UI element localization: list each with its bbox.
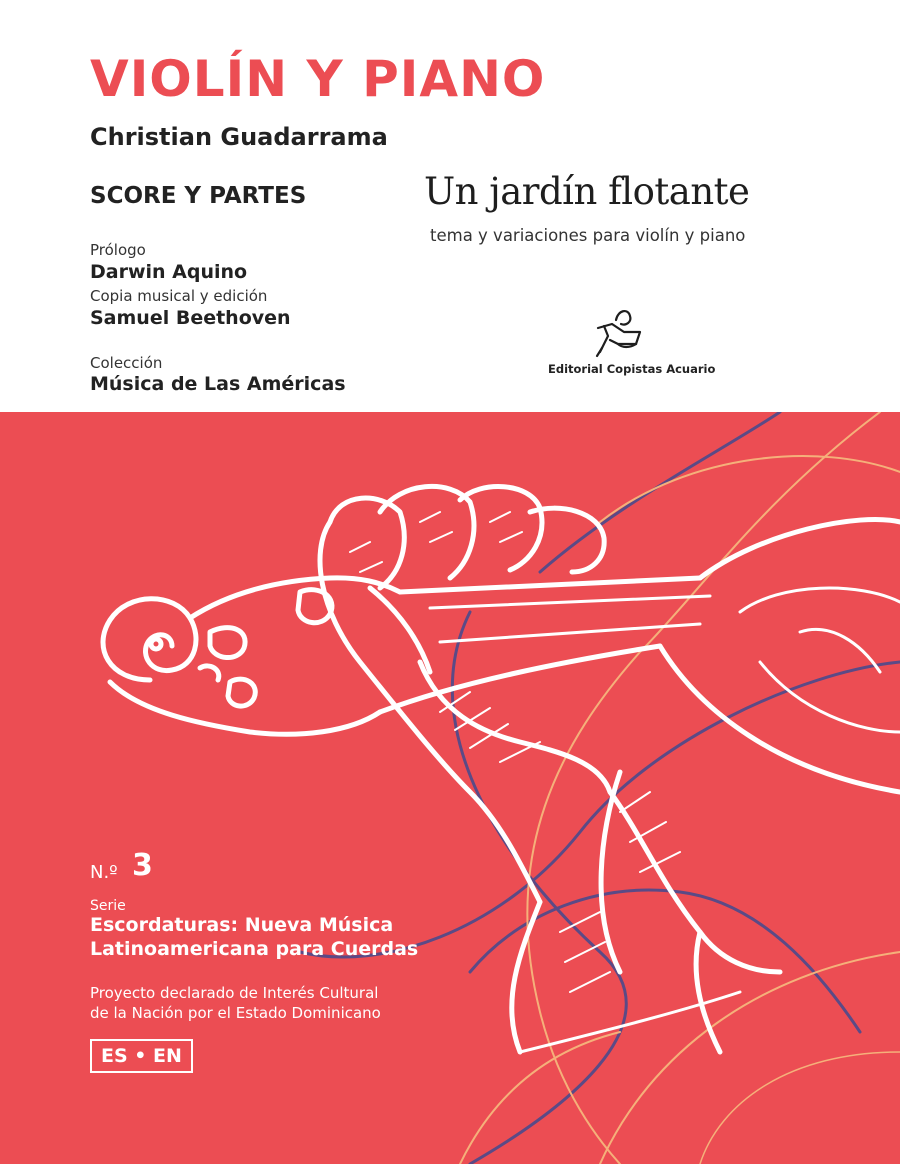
work-title: Un jardín flotante — [424, 170, 750, 213]
number-label: N.º — [90, 862, 118, 883]
work-subtitle: tema y variaciones para violín y piano — [430, 226, 746, 245]
series-label: Serie — [90, 898, 126, 914]
hand-finger — [370, 588, 430, 672]
main-title: VIOLÍN Y PIANO — [90, 50, 546, 108]
language-badge: ES • EN — [90, 1039, 193, 1073]
scroll-eye — [151, 639, 161, 649]
prologue-label: Prólogo — [90, 241, 146, 259]
peach-curve — [460, 1032, 620, 1164]
violin-string — [440, 624, 700, 642]
peach-curve — [700, 1052, 900, 1164]
peach-curve — [600, 952, 900, 1164]
declaration-line2: de la Nación por el Estado Dominicano — [90, 1004, 381, 1022]
violin-peg — [228, 679, 255, 706]
violin-body — [700, 519, 900, 578]
violin-peg — [210, 628, 245, 658]
violin-body — [740, 588, 900, 732]
series-name-line1: Escordaturas: Nueva Música — [90, 914, 394, 936]
purple-curve — [470, 890, 860, 1032]
copy-label: Copia musical y edición — [90, 287, 268, 305]
hatching — [350, 512, 522, 572]
violin-scroll — [103, 599, 196, 680]
cover-art-section — [0, 412, 900, 1164]
declaration-line1: Proyecto declarado de Interés Cultural — [90, 984, 379, 1002]
prologue-author: Darwin Aquino — [90, 261, 248, 283]
composer-name: Christian Guadarrama — [90, 123, 388, 151]
violin-peg — [200, 666, 219, 680]
violin-pegbox — [110, 682, 380, 734]
header-section — [0, 0, 900, 412]
publisher-name: Editorial Copistas Acuario — [548, 362, 716, 376]
copy-editor: Samuel Beethoven — [90, 307, 291, 329]
quill-hand-icon — [588, 304, 644, 360]
series-name-line2: Latinoamericana para Cuerdas — [90, 938, 419, 960]
edition-type: SCORE Y PARTES — [90, 183, 307, 209]
purple-curve — [540, 412, 780, 572]
violin-neck — [400, 578, 700, 592]
peach-curve — [600, 456, 900, 522]
collection-label: Colección — [90, 354, 163, 372]
number-value: 3 — [132, 848, 153, 883]
collection-name: Música de Las Américas — [90, 373, 346, 395]
violin-pegbox — [190, 578, 400, 618]
violin-string — [430, 596, 710, 608]
